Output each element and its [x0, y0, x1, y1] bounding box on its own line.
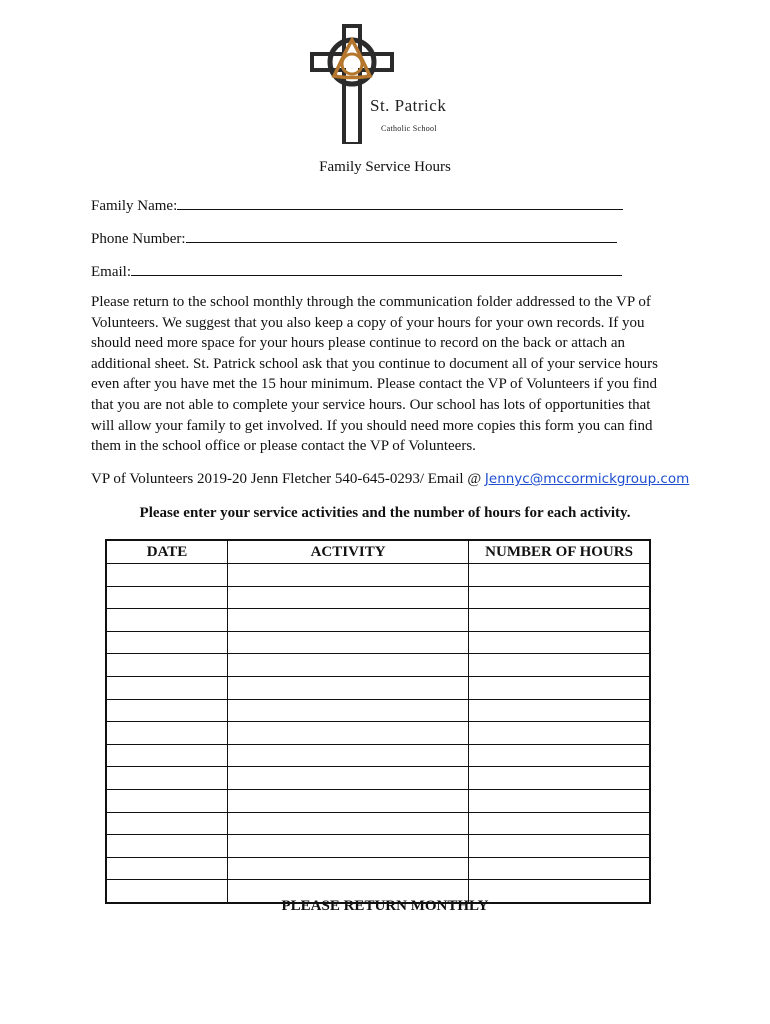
date-cell[interactable]: [106, 744, 228, 767]
paragraph-line: additional sheet. St. Patrick school ask that you continue to document all of your service hours: [91, 355, 658, 372]
service-hours-table: [105, 539, 651, 904]
hours-cell[interactable]: [469, 789, 650, 812]
table-row: [106, 812, 650, 835]
date-cell[interactable]: [106, 812, 228, 835]
table-instructions: Please enter your service activities and the number of hours for each activity.: [139, 505, 631, 521]
hours-cell[interactable]: [469, 586, 650, 609]
paragraph-line: Volunteers. We suggest that you also keep a copy of your hours for your own records. If you: [91, 314, 645, 331]
email-label: Email:: [91, 264, 131, 280]
hours-cell[interactable]: [469, 744, 650, 767]
family-name-label: Family Name:: [91, 198, 178, 214]
date-cell[interactable]: [106, 564, 228, 587]
date-cell[interactable]: [106, 654, 228, 677]
table-header-row: [106, 540, 650, 564]
paragraph-line: Please return to the school monthly through the communication folder addressed to the VP of: [91, 294, 651, 310]
paragraph-line: even after you have met the 15 hour minimum. Please contact the VP of Volunteers if you find: [91, 376, 657, 393]
activity-cell[interactable]: [228, 767, 469, 790]
email-blank[interactable]: [131, 261, 622, 276]
activity-cell[interactable]: [228, 609, 469, 632]
vp-email-link[interactable]: Jennyc@mccormickgroup.com: [484, 471, 690, 487]
table-row: [106, 699, 650, 722]
date-cell[interactable]: [106, 857, 228, 880]
activity-cell[interactable]: [228, 586, 469, 609]
table-row: [106, 586, 650, 609]
activity-cell[interactable]: [228, 744, 469, 767]
date-cell[interactable]: [106, 631, 228, 654]
activity-cell[interactable]: [228, 789, 469, 812]
table-body: [106, 564, 650, 903]
email-field[interactable]: [91, 261, 622, 281]
phone-number-blank[interactable]: [186, 228, 617, 243]
activity-cell[interactable]: [228, 835, 469, 858]
activity-cell[interactable]: [228, 699, 469, 722]
activity-cell[interactable]: [228, 631, 469, 654]
hours-cell[interactable]: [469, 699, 650, 722]
date-cell[interactable]: [106, 699, 228, 722]
activity-cell[interactable]: [228, 564, 469, 587]
date-column-header: DATE: [106, 540, 228, 564]
vp-contact: [91, 471, 689, 488]
hours-cell[interactable]: [469, 676, 650, 699]
table-row: [106, 609, 650, 632]
activity-column-header: ACTIVITY: [228, 540, 469, 564]
table-row: [106, 789, 650, 812]
hours-cell[interactable]: [469, 609, 650, 632]
table-row: [106, 654, 650, 677]
date-cell[interactable]: [106, 835, 228, 858]
paragraph-line: them in the school office or please contact the VP of Volunteers.: [91, 438, 476, 455]
activity-cell[interactable]: [228, 654, 469, 677]
hours-cell[interactable]: [469, 767, 650, 790]
hours-cell[interactable]: [469, 835, 650, 858]
instructions-paragraph: [91, 292, 691, 457]
hours-cell[interactable]: [469, 812, 650, 835]
phone-number-label: Phone Number:: [91, 231, 186, 247]
date-cell[interactable]: [106, 722, 228, 745]
date-cell[interactable]: [106, 767, 228, 790]
table-row: [106, 744, 650, 767]
table-row: [106, 857, 650, 880]
table-row: [106, 767, 650, 790]
paragraph-line: will allow your family to get involved. If you should need more copies this form you can find: [91, 417, 653, 434]
table-row: [106, 564, 650, 587]
table-row: [106, 835, 650, 858]
logo-subtitle: Catholic School: [381, 124, 437, 133]
activity-cell[interactable]: [228, 812, 469, 835]
paragraph-line: should need more space for your hours please continue to record on the back or attach an: [91, 335, 625, 352]
activity-cell[interactable]: [228, 676, 469, 699]
phone-number-field[interactable]: [91, 228, 617, 248]
logo-name: St. Patrick: [370, 96, 447, 115]
date-cell[interactable]: [106, 676, 228, 699]
date-cell[interactable]: [106, 609, 228, 632]
hours-cell[interactable]: [469, 654, 650, 677]
hours-cell[interactable]: [469, 722, 650, 745]
activity-cell[interactable]: [228, 857, 469, 880]
hours-cell[interactable]: [469, 631, 650, 654]
hours-cell[interactable]: [469, 564, 650, 587]
table-row: [106, 631, 650, 654]
hours-cell[interactable]: [469, 857, 650, 880]
hours-column-header: NUMBER OF HOURS: [469, 540, 650, 564]
table-row: [106, 722, 650, 745]
family-name-blank[interactable]: [177, 195, 623, 210]
date-cell[interactable]: [106, 789, 228, 812]
table-row: [106, 676, 650, 699]
return-monthly-notice: PLEASE RETURN MONTHLY: [281, 898, 489, 914]
family-name-field[interactable]: [91, 195, 623, 215]
paragraph-line: that you are not able to complete your service hours. Our school has lots of opportunities that: [91, 396, 651, 413]
page-title: Family Service Hours: [319, 159, 451, 175]
vp-contact-text: VP of Volunteers 2019-20 Jenn Fletcher 540-645-0293/ Email @: [91, 471, 485, 487]
date-cell[interactable]: [106, 586, 228, 609]
activity-cell[interactable]: [228, 722, 469, 745]
